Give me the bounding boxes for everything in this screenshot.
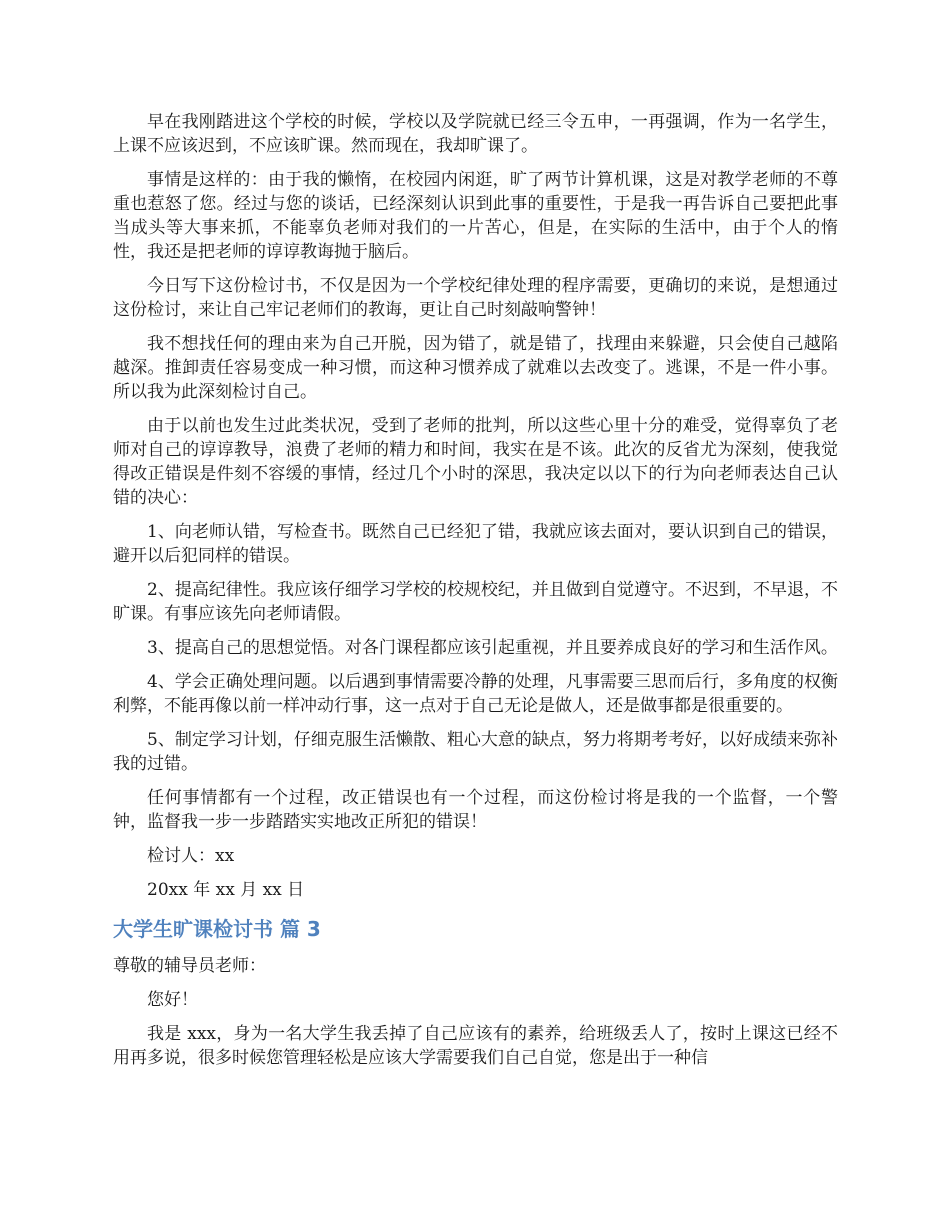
paragraph-conclusion: 任何事情都有一个过程，改正错误也有一个过程，而这份检讨将是我的一个监督，一个警钟，监督我一步一步踏踏实实地改正所犯的错误！ [113,788,838,832]
paragraph-purpose: 今日写下这份检讨书，不仅是因为一个学校纪律处理的程序需要，更确切的来说，是想通过这份检讨，来让自己牢记老师们的教诲，更让自己时刻敲响警钟！ [113,276,838,320]
list-item-3: 3、提高自己的思想觉悟。对各门课程都应该引起重视，并且要养成良好的学习和生活作风。 [147,638,838,658]
paragraph-body: 我是 xxx，身为一名大学生我丢掉了自己应该有的素养，给班级丢人了，按时上课这已经不用再多说，很多时候您管理轻松是应该大学需要我们自己自觉，您是出于一种信 [113,1024,838,1068]
list-item-4: 4、学会正确处理问题。以后遇到事情需要冷静的处理，凡事需要三思而后行，多角度的权衡利弊，不能再像以前一样冲动行事，这一点对于自己无论是做人，还是做事都是很重要的。 [113,672,838,716]
paragraph-intro: 早在我刚踏进这个学校的时候，学校以及学院就已经三令五申，一再强调，作为一名学生，上课不应该迟到，不应该旷课。然而现在，我却旷课了。 [113,112,838,156]
signature-line: 检讨人：xx [147,846,235,866]
paragraph-incident: 事情是这样的：由于我的懒惰，在校园内闲逛，旷了两节计算机课，这是对教学老师的不尊重也惹怒了您。经过与您的谈话，已经深刻认识到此事的重要性，于是我一再告诉自己要把此事当成头等大事来抓，不能辜负老师对我们的一片苦心，但是，在实际的生活中，由于个人的惰性，我还是把老师的谆谆教诲抛于脑后。 [113,170,838,262]
list-item-5: 5、制定学习计划，仔细克服生活懒散、粗心大意的缺点，努力将期考考好，以好成绩来弥补我的过错。 [113,730,838,774]
salutation: 尊敬的辅导员老师： [113,956,266,976]
list-item-1: 1、向老师认错，写检查书。既然自己已经犯了错，我就应该去面对，要认识到自己的错误，避开以后犯同样的错误。 [113,522,838,566]
list-item-2: 2、提高纪律性。我应该仔细学习学校的校规校纪，并且做到自觉遵守。不迟到，不早退，不旷课。有事应该先向老师请假。 [113,580,838,624]
paragraph-no-excuse: 我不想找任何的理由来为自己开脱，因为错了，就是错了，找理由来躲避，只会使自己越陷越深。推卸责任容易变成一种习惯，而这种习惯养成了就难以去改变了。逃课，不是一件小事。所以我为此深刻检讨自己。 [113,334,838,402]
document-page [113,110,838,1080]
paragraph-reflection: 由于以前也发生过此类状况，受到了老师的批判，所以这些心里十分的难受，觉得辜负了老师对自己的谆谆教导，浪费了老师的精力和时间，我实在是不该。此次的反省尤为深刻，使我觉得改正错误是件刻不容缓的事情，经过几个小时的深思，我决定以以下的行为向老师表达自己认错的决心： [113,416,838,508]
date-line: 20xx 年 xx 月 xx 日 [147,880,305,900]
section-heading: 大学生旷课检讨书 篇 3 [113,917,321,941]
greeting: 您好！ [147,990,198,1010]
